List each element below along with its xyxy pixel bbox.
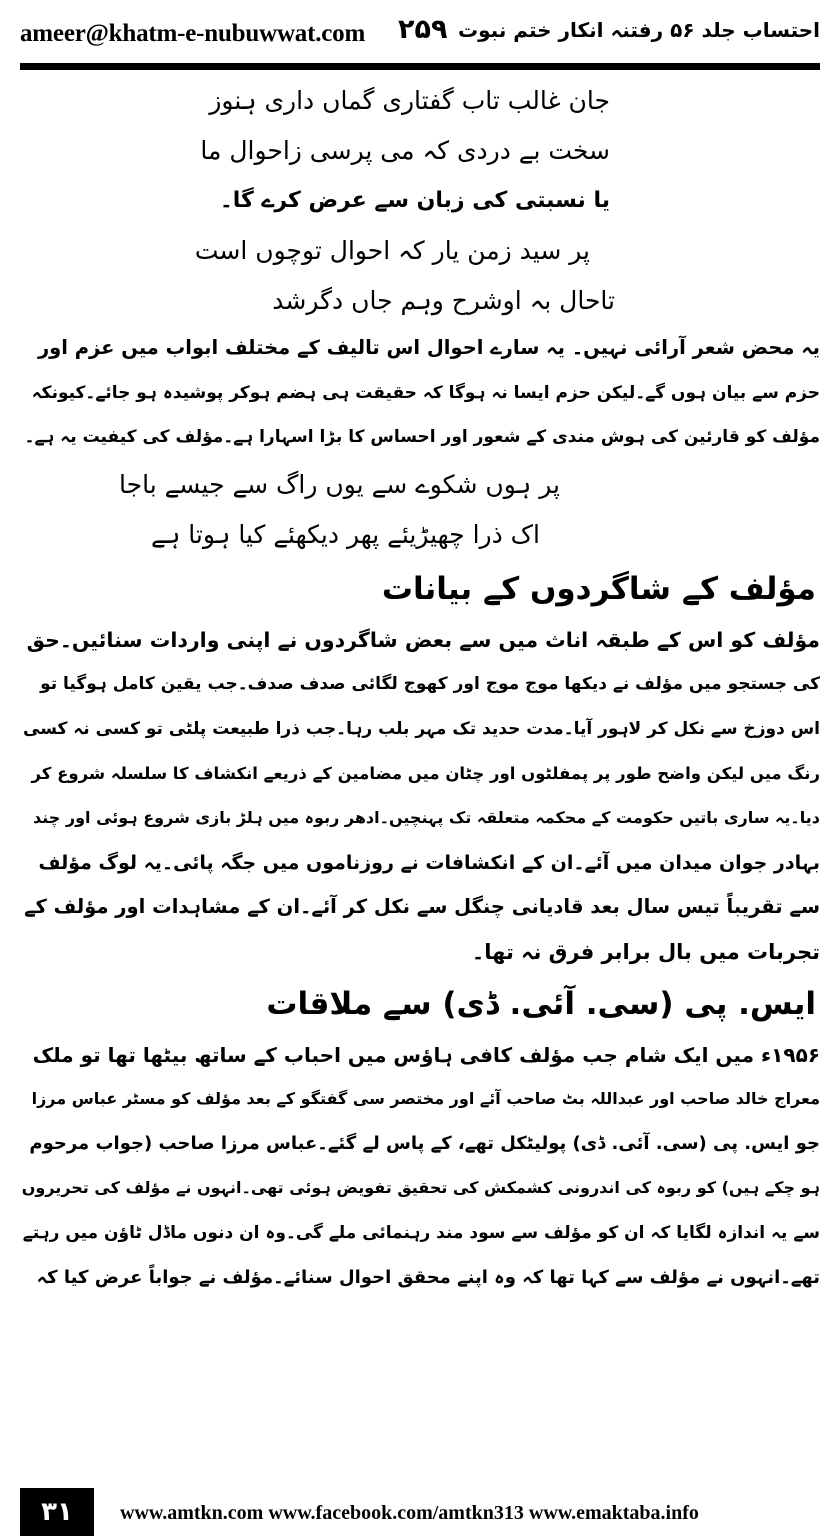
paragraph-line: دیا۔یہ ساری باتیں حکومت کے محکمہ متعلقہ تک پہنچیں۔ادھر ربوہ میں ہلڑ بازی شروع ہوئی اور چند — [32, 808, 820, 828]
paragraph-intro — [20, 326, 820, 460]
verse-line: پر ہوں شکوے سے یوں راگ سے جیسے باجا — [119, 469, 560, 499]
paragraph-meeting — [20, 1033, 820, 1301]
text-line: یا نسبتی کی زبان سے عرض کرے گا۔ — [219, 188, 610, 213]
section-heading: مؤلف کے شاگردوں کے بیانات — [381, 570, 816, 607]
page-body — [20, 76, 820, 1476]
paragraph-line: بہادر جوان میدان میں آئے۔ان کے انکشافات نے روزناموں میں جگہ پائی۔یہ لوگ مؤلف — [38, 851, 820, 874]
paragraph-line: رنگ میں لیکن واضح طور پر پمفلٹوں اور چٹان میں مضامین کے ذریعے انکشاف کا سلسلہ شروع کر — [31, 763, 820, 783]
paragraph-line: کی جستجو میں مؤلف نے دیکھا موج موج اور کھوج لگائی صدف صدف۔جب یقین کامل ہوگیا تو — [40, 674, 820, 695]
verse-line: سخت بے دردی کہ می پرسی زاحوال ما — [200, 136, 610, 165]
paragraph-line: مؤلف کو قارئین کی ہوش مندی کے شعور اور احساس کا بڑا اسہارا ہے۔مؤلف کی کیفیت یہ ہے۔ — [24, 427, 820, 448]
paragraph-line: یہ محض شعر آرائی نہیں۔ یہ سارے احوال اس تالیف کے مختلف ابواب میں عزم اور — [37, 336, 820, 359]
paragraph-line: ہو چکے ہیں) کو ربوہ کی اندرونی کشمکش کی تحقیق تفویض ہوئی تھی۔انہوں نے مؤلف کی تحریروں — [21, 1178, 820, 1198]
verse-line: تاحال بہ اوشرح وہم جاں دگرشد — [272, 286, 615, 315]
verse-line: جان غالب تاب گفتاری گماں داری ہنوز — [209, 86, 610, 115]
page-footer — [20, 1488, 820, 1536]
header-page-number: ۲۵۹ — [398, 14, 448, 45]
paragraph-line: جو ایس. پی (سی. آئی. ڈی) پولیٹکل تھے، کے پاس لے گئے۔عباس مرزا صاحب (جواب مرحوم — [29, 1132, 820, 1154]
paragraph-line: تجربات میں بال برابر فرق نہ تھا۔ — [471, 939, 820, 964]
paragraph-line: معراج خالد صاحب اور عبداللہ بٹ صاحب آئے اور مختصر سی گفتگو کے بعد مؤلف کو مسٹر عباس مرزا — [31, 1089, 820, 1109]
paragraph-line: ۱۹۵۶ء میں ایک شام جب مؤلف کافی ہاؤس میں احباب کے ساتھ بیٹھا تھا تو ملک — [32, 1042, 820, 1067]
footer-page-box: ۳۱ — [20, 1488, 94, 1536]
verse-line: پر سید زمن یار کہ احوال توچوں است — [194, 236, 590, 265]
paragraph-line: اس دوزخ سے نکل کر لاہور آیا۔مدت حدید تک مہر بلب رہا۔جب ذرا طبیعت پلٹی تو کسی نہ کسی — [23, 718, 820, 739]
header-book-title: احتساب جلد ۵۶ رفتنہ انکار ختم نبوت — [458, 18, 820, 42]
verse-line: اک ذرا چھیڑیئے پھر دیکھئے کیا ہوتا ہے — [151, 519, 540, 549]
footer-urls: www.amtkn.com www.facebook.com/amtkn313 www.emaktaba.info — [120, 1502, 699, 1524]
paragraph-line: حزم سے بیان ہوں گے۔لیکن حزم ایسا نہ ہوگا کہ حقیقت ہی ہضم ہوکر پوشیدہ ہو جائے۔کیونکہ — [31, 382, 820, 403]
paragraph-line: مؤلف کو اس کے طبقہ اناث میں سے بعض شاگردوں نے اپنی واردات سنائیں۔حق — [26, 627, 820, 652]
paragraph-line: تھے۔انہوں نے مؤلف سے کہا تھا کہ وہ اپنے محقق احوال سنائے۔مؤلف نے جواباً عرض کیا کہ — [36, 1266, 820, 1288]
section-heading: ایس. پی (سی. آئی. ڈی) سے ملاقات — [266, 985, 816, 1022]
paragraph-line: سے یہ اندازہ لگایا کہ ان کو مؤلف سے سود مند رہنمائی ملے گی۔وہ ان دنوں ماڈل ٹاؤن میں رہتے — [22, 1222, 820, 1243]
page-header — [20, 14, 820, 54]
paragraph-line: سے تقریباً تیس سال بعد قادیانی چنگل سے نکل کر آئے۔ان کے مشاہدات اور مؤلف کے — [24, 895, 820, 919]
header-email: ameer@khatm-e-nubuwwat.com — [20, 20, 366, 47]
header-rule — [20, 63, 820, 70]
paragraph-students — [20, 618, 820, 975]
